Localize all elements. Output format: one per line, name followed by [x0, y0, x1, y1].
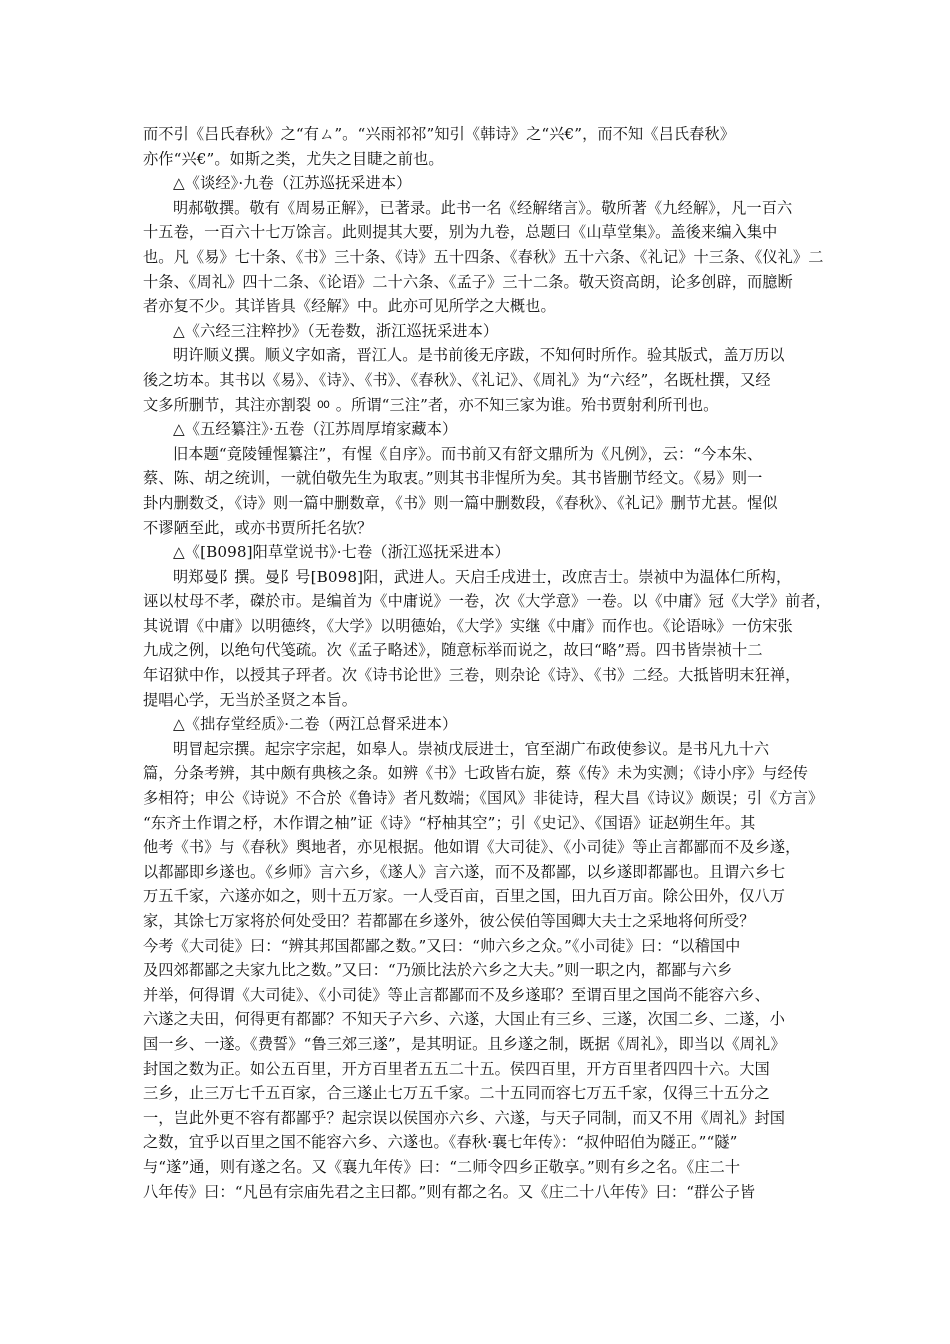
- text-line: 与“遂”通，则有遂之名。又《襄九年传》曰：“二师令四乡正敬享。”则有乡之名。《庄二十: [143, 1157, 741, 1176]
- entry-heading: △《拙存堂经质》·二卷（两江总督采进本）: [173, 715, 458, 734]
- text-line: 九成之例，以绝句代笺疏。次《孟子略述》，随意标举而说之，故曰“略”焉。四书皆崇祯十二: [143, 641, 763, 660]
- text-line: 後之坊本。其书以《易》、《诗》、《书》、《春秋》、《礼记》、《周礼》为“六经”，名既杜撰，又经: [143, 370, 771, 389]
- text-line: 也。凡《易》七十条、《书》三十条、《诗》五十四条、《春秋》五十六条、《礼记》十三条、《仪礼》二: [143, 247, 824, 266]
- entry-heading: △《六经三注粹抄》（无卷数，浙江巡抚采进本）: [173, 321, 499, 340]
- text-line: 明冒起宗撰。起宗字宗起，如皋人。崇祯戊辰进士，官至湖广布政使参议。是书凡九十六: [173, 739, 770, 758]
- text-line: 多相符；申公《诗说》不合於《鲁诗》者凡数端；《国风》非徒诗，程大昌《诗议》颇误；引《方言》: [143, 789, 824, 808]
- text-line: 家，其馀七万家将於何处受田？若都鄙在乡遂外，彼公侯伯等国卿大夫士之采地将何所受？: [143, 912, 755, 930]
- text-line: 年诏狱中作，以授其子玶者。次《诗书论世》三卷，则杂论《诗》、《书》二经。大抵皆明末狂禅，: [143, 666, 801, 685]
- text-line: 而不引《吕氏春秋》之“有ㄙ”。“兴雨祁祁”知引《韩诗》之“兴€”，而不知《吕氏春秋》: [143, 125, 736, 143]
- text-line: 明郝敬撰。敬有《周易正解》，已著录。此书一名《经解绪言》。敬所著《九经解》，凡一百六: [173, 198, 793, 217]
- text-line: 之数，宜乎以百里之国不能容六乡、六遂也。《春秋·襄七年传》：“叔仲昭伯为隧正。”“隧”: [143, 1133, 738, 1152]
- text-line: 者亦复不少。其详皆具《经解》中。此亦可见所学之大概也。: [143, 297, 556, 316]
- text-line: 六遂之夫田，何得更有都鄙？不知天子六乡、六遂，大国止有三乡、三遂，次国二乡、二遂，小: [143, 1010, 786, 1029]
- text-line: 他考《书》与《春秋》舆地者，亦见根据。他如谓《大司徒》、《小司徒》等止言都鄙而不及乡遂，: [143, 838, 801, 857]
- text-line: 提唱心学，无当於圣贤之本旨。: [143, 690, 358, 709]
- text-line: 八年传》曰：“凡邑有宗庙先君之主曰都。”则有都之名。又《庄二十八年传》曰：“群公子皆: [143, 1182, 756, 1201]
- text-line: 国一乡、一遂。《费誓》“鲁三郊三遂”，是其明证。且乡遂之制，既据《周礼》，即当以《周礼》: [143, 1034, 786, 1053]
- text-line: 诬以杖母不孝，磔於市。是编首为《中庸说》一卷，次《大学意》一卷。以《中庸》冠《大学》前者，: [143, 592, 831, 611]
- text-line: 明郑曼阝撰。曼阝号[B098]阳，武进人。天启壬戌进士，改庶吉士。崇祯中为温体仁所构，: [173, 567, 792, 586]
- entry-heading: △《[B098]阳草堂说书》·七卷（浙江巡抚采进本）: [173, 543, 510, 562]
- text-line: 其说谓《中庸》以明德终，《大学》以明德始，《大学》实继《中庸》而作也。《论语咏》一仿宋张: [143, 616, 793, 635]
- text-line: 蔡、陈、胡之统训，一就伯敬先生为取衷。”则其书非惺所为矣。其书皆删节经文。《易》则一: [143, 469, 763, 488]
- text-line: 卦内删数爻，《诗》则一篇中删数章，《书》则一篇中删数段，《春秋》、《礼记》删节尤甚。惺似: [143, 493, 778, 512]
- text-line: 十条、《周礼》四十二条、《论语》二十六条、《孟子》三十二条。敬天资高朗，论多创辟，而臆断: [143, 272, 793, 291]
- text-line: “东齐土作谓之杼，木作谓之柚”证《诗》“杼柚其空”；引《史记》、《国语》证赵朔生年。其: [143, 813, 756, 832]
- text-line: 并举，何得谓《大司徒》、《小司徒》等止言都鄙而不及乡遂耶？至谓百里之国尚不能容六乡、: [143, 985, 770, 1004]
- entry-heading: △《五经纂注》·五卷（江苏周厚堉家藏本）: [173, 420, 458, 439]
- text-line: 十五卷，一百六十七万馀言。此则提其大要，别为九卷，总题曰《山草堂集》。盖後来编入集中: [143, 223, 778, 242]
- text-line: 文多所删节，其注亦割裂 ㆀ 。所谓“三注”者，亦不知三家为谁。殆书贾射利所刊也。: [143, 395, 719, 414]
- text-line: 篇，分条考辨，其中颇有典核之条。如辨《书》七政皆右旋，蔡《传》未为实测；《诗小序》与经传: [143, 764, 809, 783]
- text-line: 及四郊都鄙之夫家九比之数。”又曰：“乃颁比法於六乡之大夫。”则一职之内，都鄙与六乡: [143, 961, 733, 980]
- document-page: [143, 122, 831, 1204]
- text-line: 亦作“兴€”。如斯之类，尤失之目睫之前也。: [143, 149, 444, 168]
- text-line: 封国之数为正。如公五百里，开方百里者五五二十五。侯四百里，开方百里者四四十六。大国: [143, 1059, 770, 1078]
- text-line: 不谬陋至此，或亦书贾所托名欤？: [143, 518, 373, 537]
- text-line: 明许顺义撰。顺义字如斋，晋江人。是书前後无序跋，不知何时所作。验其版式，盖万历以: [173, 346, 785, 365]
- text-line: 旧本题“竟陵锺惺纂注”，有惺《自序》。而书前又有舒文鼎所为《凡例》，云：“今本朱、: [173, 444, 763, 463]
- text-line: 今考《大司徒》曰：“辨其邦国都鄙之数。”又曰：“帅六乡之众。”《小司徒》曰：“以稽国中: [143, 936, 741, 955]
- text-line: 三乡，止三万七千五百家，合三遂止七万五千家。二十五同而容七万五千家，仅得三十五分之: [143, 1084, 770, 1103]
- entry-heading: △《谈经》·九卷（江苏巡抚采进本）: [173, 174, 412, 193]
- text-line: 以都鄙即乡遂也。《乡师》言六乡，《遂人》言六遂，而不及都鄙，以乡遂即都鄙也。且谓六乡七: [143, 862, 786, 881]
- text-line: 一，岂此外更不容有都鄙乎？起宗误以侯国亦六乡、六遂，与天子同制，而又不用《周礼》封国: [143, 1108, 786, 1127]
- text-line: 万五千家，六遂亦如之，则十五万家。一人受百亩，百里之国，田九百万亩。除公田外，仅八万: [143, 887, 786, 906]
